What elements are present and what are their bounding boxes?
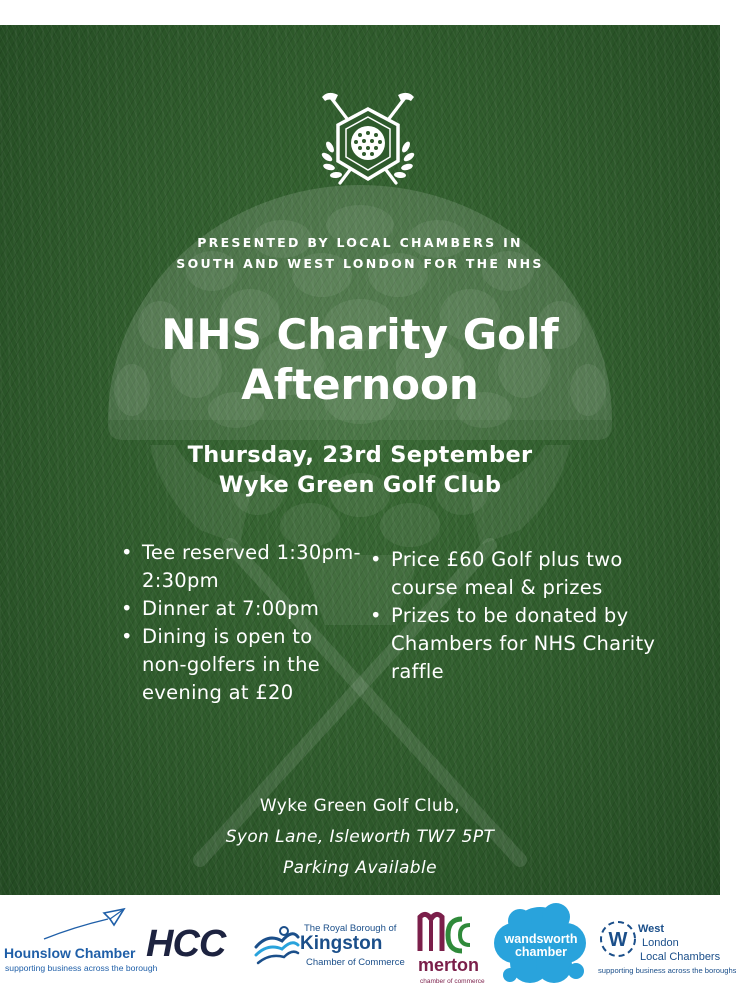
event-title-line-1: NHS Charity Golf xyxy=(161,310,559,359)
event-title-line-2: Afternoon xyxy=(241,360,479,409)
hounslow-tagline: supporting business across the borough xyxy=(5,963,158,973)
kingston-line-1: The Royal Borough of xyxy=(304,923,397,934)
hounslow-name: Hounslow Chamber xyxy=(4,945,136,961)
hcc-name: HCC xyxy=(146,923,226,965)
list-item: • Tee reserved 1:30pm-2:30pm xyxy=(121,539,361,595)
svg-text:W: W xyxy=(608,929,628,951)
list-item: • Prizes to be donated by Chambers for NHS Charity raffle xyxy=(370,602,690,686)
address-line-2: Syon Lane, Isleworth TW7 5PT xyxy=(225,827,495,847)
merton-chamber-logo xyxy=(414,911,485,991)
parking-note: Parking Available xyxy=(283,858,437,878)
pricing-list xyxy=(370,546,690,686)
kingston-line-3: Chamber of Commerce xyxy=(306,957,405,968)
event-poster xyxy=(0,25,720,895)
paper-plane-icon xyxy=(4,905,132,945)
kingston-chamber-logo xyxy=(252,915,405,975)
presented-by-line-2: SOUTH AND WEST LONDON FOR THE NHS xyxy=(176,256,544,271)
hcc-logo xyxy=(146,923,242,965)
event-date: Thursday, 23rd September xyxy=(187,442,533,468)
merton-name: merton xyxy=(418,955,480,975)
presented-by-line-1: PRESENTED BY LOCAL CHAMBERS IN xyxy=(197,235,523,250)
golf-ball-crossed-clubs-crest-icon xyxy=(318,87,418,207)
list-item: • Price £60 Golf plus two course meal & prizes xyxy=(370,546,690,602)
address-line-1: Wyke Green Golf Club, xyxy=(259,796,461,816)
list-item: • Dining is open to non-golfers in the evening at £20 xyxy=(121,623,361,707)
list-item: • Dinner at 7:00pm xyxy=(121,595,361,623)
merton-tagline: chamber of commerce xyxy=(420,978,485,985)
presented-by-text xyxy=(0,232,720,274)
sponsor-logos-strip xyxy=(0,895,736,997)
event-venue: Wyke Green Golf Club xyxy=(218,472,502,498)
west-london-tagline: supporting business across the boroughs xyxy=(598,966,736,975)
hounslow-chamber-logo xyxy=(4,905,158,975)
west-london-line-1: West xyxy=(638,923,665,935)
w-circle-icon xyxy=(596,917,640,961)
schedule-list xyxy=(121,539,361,707)
west-london-line-3: Local Chambers xyxy=(640,951,721,963)
wandsworth-name: wandsworth chamber xyxy=(504,932,578,959)
event-date-venue xyxy=(0,440,720,500)
event-title xyxy=(0,310,720,410)
wandsworth-chamber-logo xyxy=(490,897,590,993)
west-london-line-2: London xyxy=(642,937,679,949)
west-london-chambers-logo xyxy=(596,917,736,991)
kingston-line-2: Kingston xyxy=(300,933,383,954)
kingston-swan-icon xyxy=(252,919,302,969)
venue-address xyxy=(0,791,720,884)
merton-mc-mark-icon xyxy=(416,911,476,955)
